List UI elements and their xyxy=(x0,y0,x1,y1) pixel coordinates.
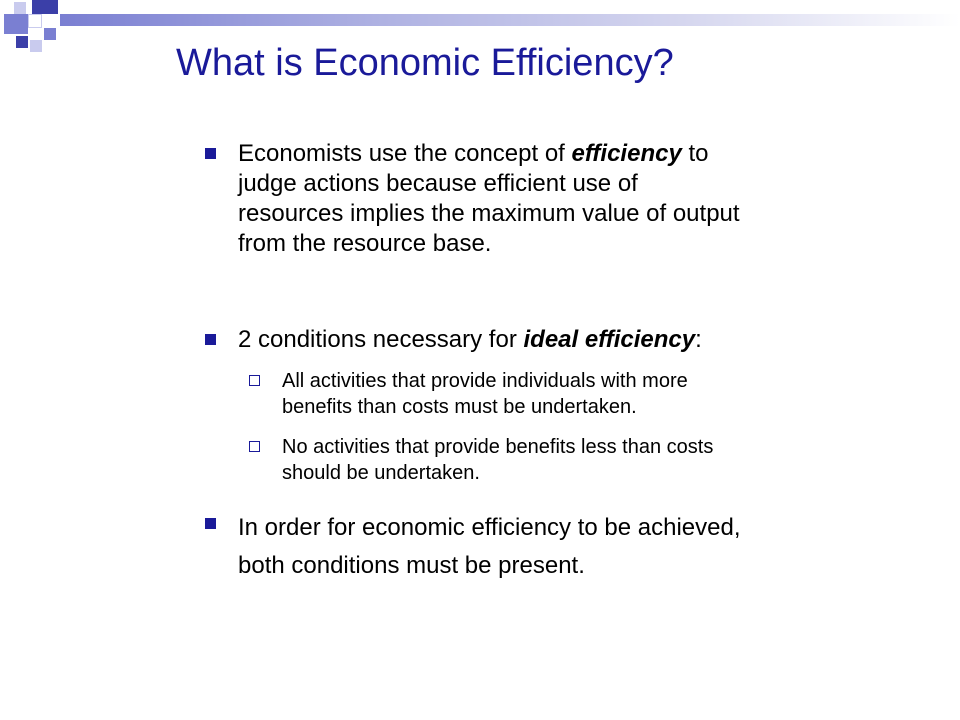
emphasis-text: ideal efficiency xyxy=(523,326,696,353)
sub-bullet-item xyxy=(249,368,929,420)
sub-bullet-line: should be undertaken. xyxy=(282,462,480,484)
slide-title: What is Economic Efficiency? xyxy=(176,42,674,84)
sub-bullet-line: benefits than costs must be undertaken. xyxy=(282,396,637,418)
text-run: : xyxy=(695,326,702,353)
bullet-line: In order for economic efficiency to be achieved, xyxy=(238,514,741,541)
bullet-text xyxy=(238,325,925,355)
text-run: to xyxy=(681,140,709,167)
sub-bullet-text xyxy=(282,434,929,486)
bullet-text xyxy=(238,139,925,259)
sub-bullet-text xyxy=(282,368,929,420)
bullet-item xyxy=(205,139,925,259)
bullet-item xyxy=(205,325,925,355)
bullet-line xyxy=(238,139,925,169)
bullet-item xyxy=(205,509,925,585)
square-bullet-icon xyxy=(205,148,216,159)
bullet-line: resources implies the maximum value of output xyxy=(238,200,740,227)
emphasis-text: efficiency xyxy=(571,140,682,167)
bullet-line: from the resource base. xyxy=(238,230,492,257)
sub-bullet-item xyxy=(249,434,929,486)
text-run: 2 conditions necessary for xyxy=(238,326,524,353)
hollow-square-bullet-icon xyxy=(249,375,260,386)
bullet-line xyxy=(238,325,925,355)
bullet-text xyxy=(238,509,925,585)
sub-bullet-line: No activities that provide benefits less than costs xyxy=(282,436,714,458)
text-run: Economists use the concept of xyxy=(238,140,572,167)
square-bullet-icon xyxy=(205,518,216,529)
sub-bullet-line: All activities that provide individuals with more xyxy=(282,370,688,392)
bullet-line: both conditions must be present. xyxy=(238,552,585,579)
hollow-square-bullet-icon xyxy=(249,441,260,452)
bullet-line: judge actions because efficient use of xyxy=(238,170,638,197)
square-bullet-icon xyxy=(205,334,216,345)
